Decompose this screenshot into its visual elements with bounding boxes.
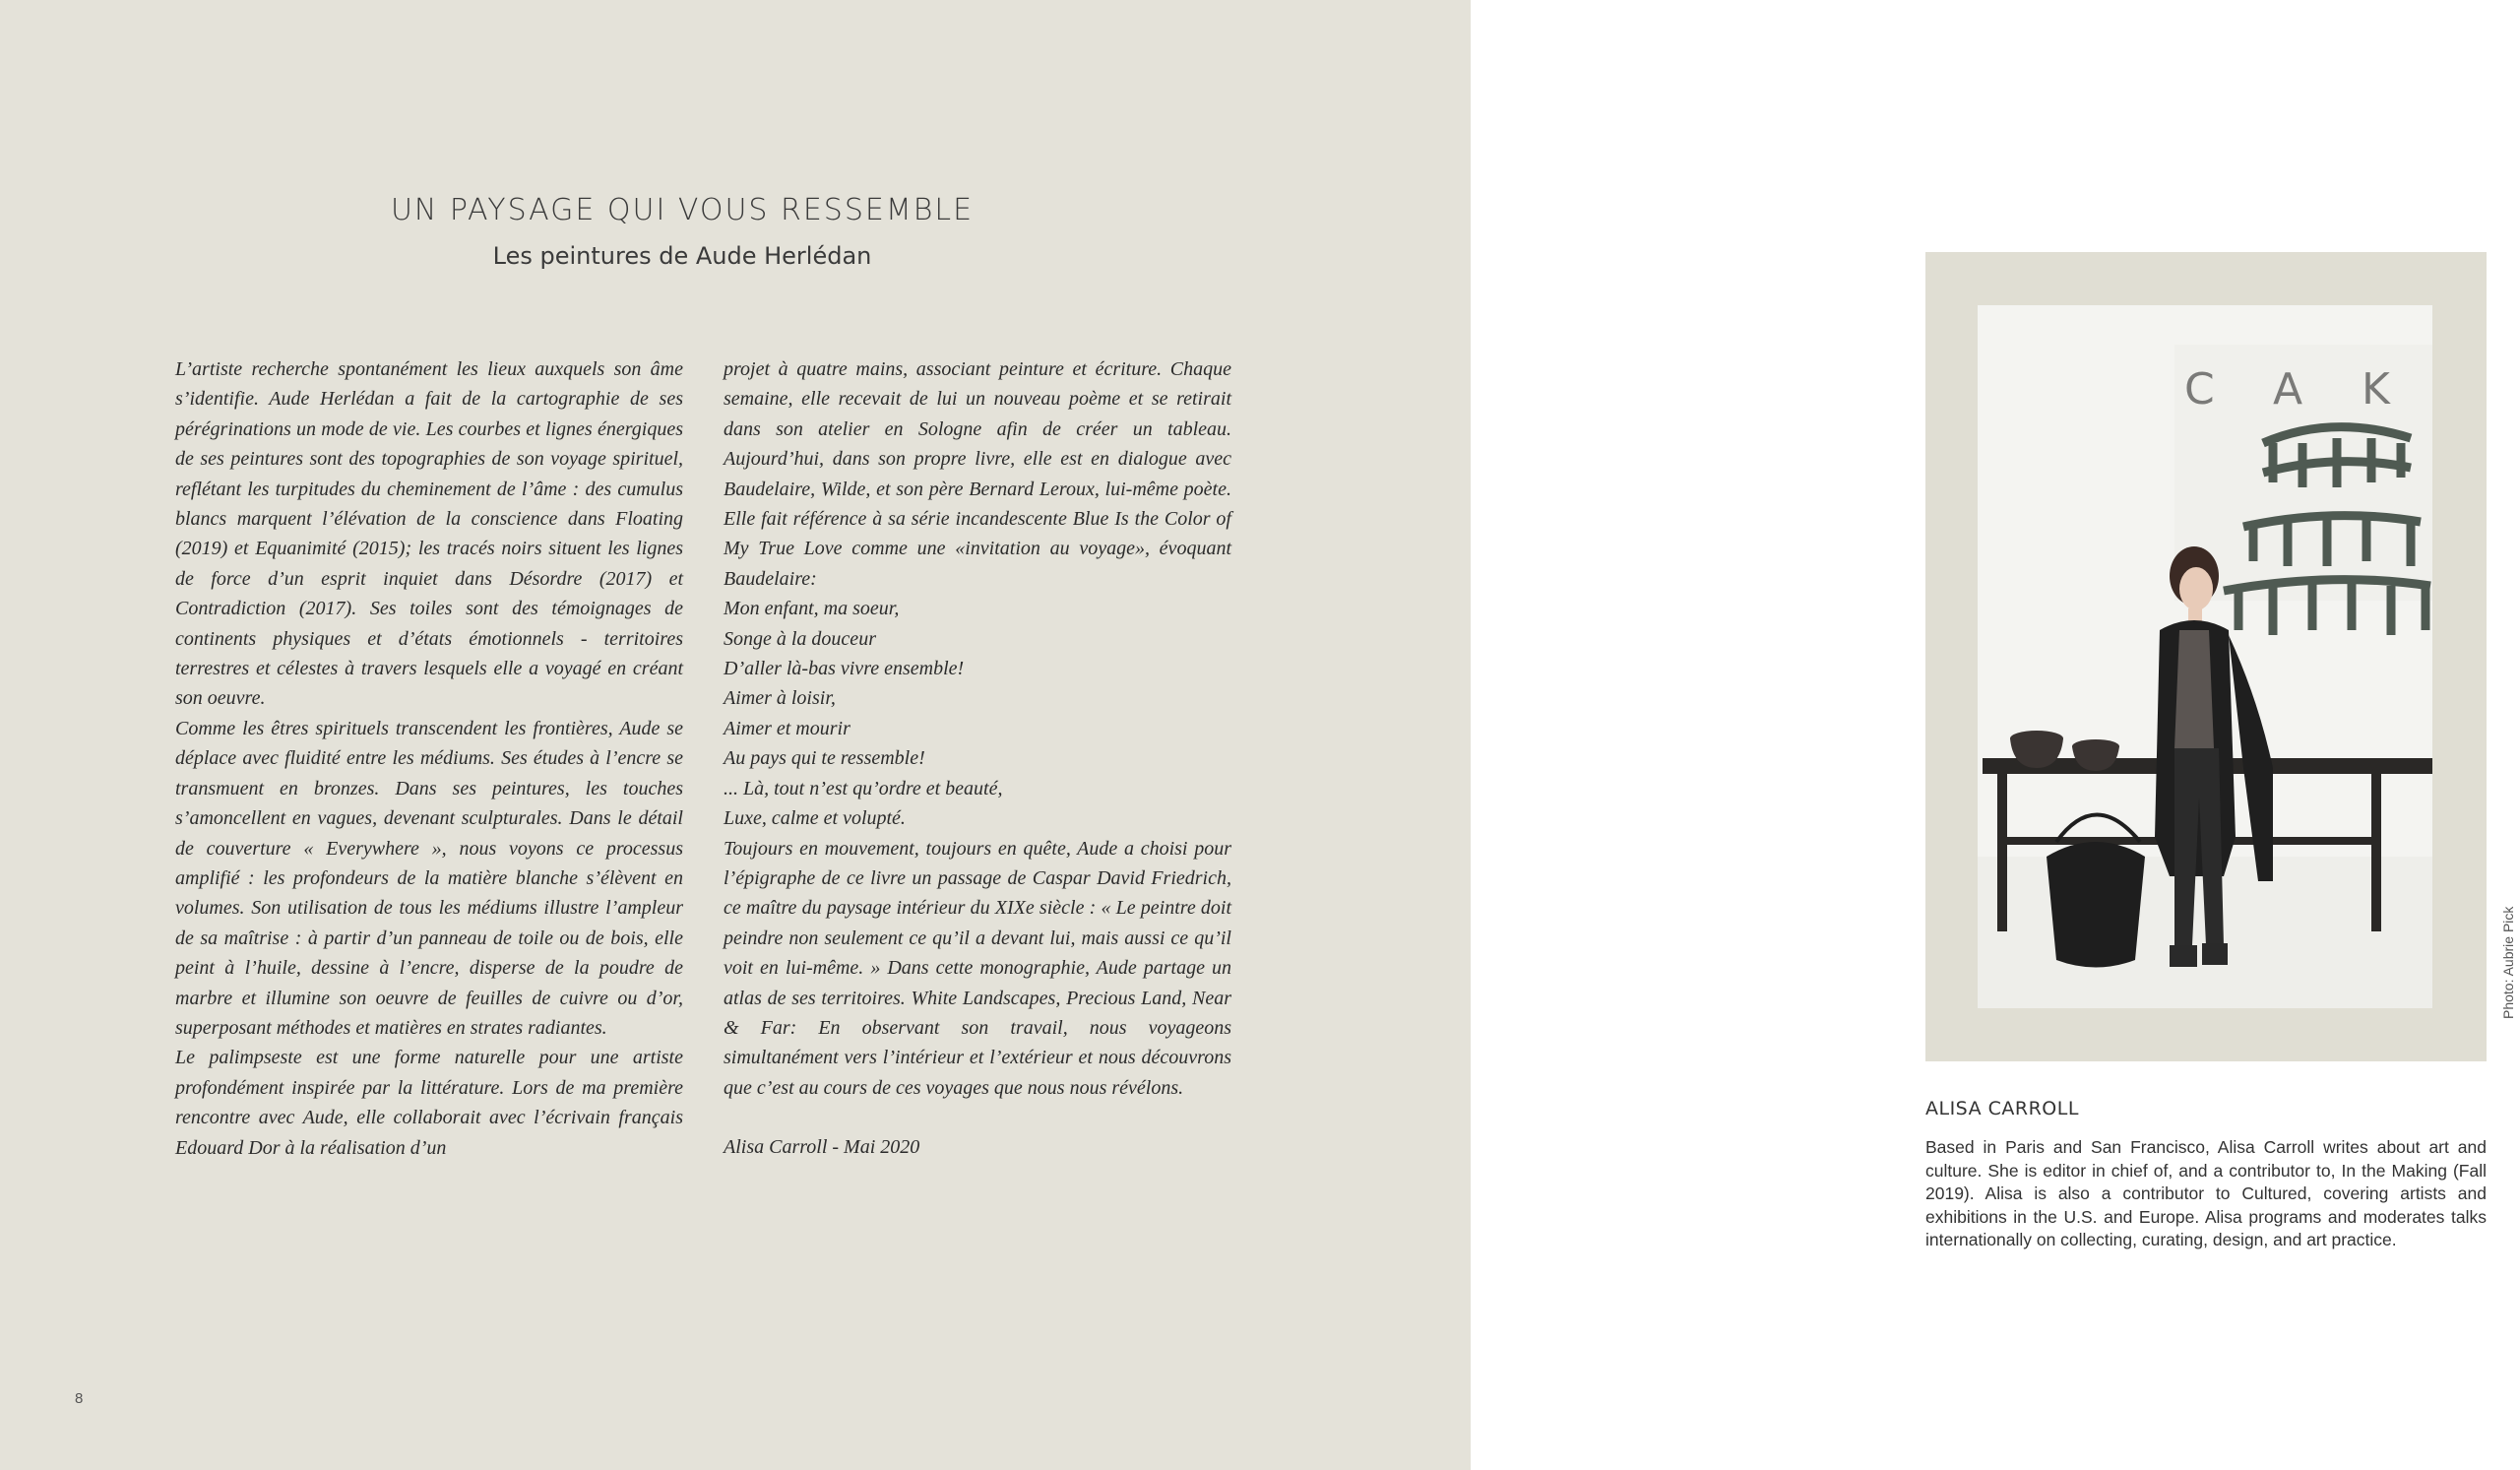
article-title: UN PAYSAGE QUI VOUS RESSEMBLE: [390, 193, 975, 227]
poem: [724, 594, 1231, 833]
author-name: ALISA CARROLL: [1925, 1098, 2079, 1119]
svg-text:K: K: [2362, 364, 2390, 415]
text-column-2: [724, 354, 1231, 1163]
poem-line: Aimer et mourir: [724, 717, 850, 739]
portrait-photo: [1978, 305, 2432, 1008]
paragraph: projet à quatre mains, associant peinture et écriture. Chaque semaine, elle recevait de lui un nouveau poème et se retirait dans son atelier en Sologne afin de créer un tableau. Aujourd’hui, dans son propre livre, elle est en dialogue avec Baudelaire, Wilde, et son père Bernard Leroux, lui-même poète. Elle fait référence à sa série incandescente Blue Is the Color of My True Love comme une «invitation au voyage», évoquant Baudelaire:: [724, 358, 1231, 590]
author-bio: Based in Paris and San Francisco, Alisa Carroll writes about art and culture. She is editor in chief of, and a contributor to, In the Making (Fall 2019). Alisa is also a contributor to Cultured, covering artists and exhibitions in the U.S. and Europe. Alisa programs and moderates talks internationally on collecting, curating, design, and art practice.: [1925, 1137, 2487, 1249]
poem-line: D’aller là-bas vivre ensemble!: [724, 658, 965, 680]
signature: Alisa Carroll - Mai 2020: [724, 1136, 920, 1159]
poem-line: Aimer à loisir,: [724, 687, 836, 710]
paragraph: Toujours en mouvement, toujours en quête, Aude a choisi pour l’épigraphe de ce livre un passage de Caspar David Friedrich, ce maître du paysage intérieur du XIXe siècle : « Le peintre doit peindre non seulement ce qu’il a devant lui, mais aussi ce qu’il voit en lui-même. » Dans cette monographie, Aude partage un atlas de ses territoires. White Landscapes, Precious Land, Near & Far: En observant son travail, nous voyageons simultanément vers l’intérieur et l’extérieur et nous découvrons que c’est au cours de ces voyages que nous nous révélons.: [724, 837, 1231, 1099]
paragraph: Comme les êtres spirituels transcendent les frontières, Aude se déplace avec fluidité entre les médiums. Ses études à l’encre se transmuent en bronzes. Dans ses peintures, les touches s’amoncellent en vagues, devenant sculpturales. Dans le détail de couverture « Everywhere », nous voyons ce processus amplifié : les profondeurs de la matière blanche s’élèvent en volumes. Son utilisation de tous les médiums illustre l’ampleur de sa maîtrise : à partir d’un panneau de toile ou de bois, elle peint à l’huile, dessine à l’encre, disperse de la poudre de marbre et illumine son oeuvre de feuilles de cuivre ou d’or, superposant méthodes et matières en strates radiantes.: [175, 717, 683, 1039]
svg-text:C: C: [2184, 364, 2215, 415]
article-subtitle: Les peintures de Aude Herlédan: [492, 242, 872, 270]
poem-line: Luxe, calme et volupté.: [724, 807, 906, 830]
text-column-1: [175, 354, 683, 1163]
svg-text:A: A: [2273, 364, 2303, 415]
poem-line: ... Là, tout n’est qu’ordre et beauté,: [724, 777, 1003, 799]
paragraph: Le palimpseste est une forme naturelle pour une artiste profondément inspirée par la littérature. Lors de ma première rencontre avec Aude, elle collaborait avec l’écrivain français Edouard Dor à la réalisation d’un: [175, 1047, 683, 1159]
poem-line: Songe à la douceur: [724, 627, 876, 650]
page-number: 8: [75, 1390, 84, 1407]
photo-credit: Photo: Aubrie Pick: [2500, 906, 2516, 1019]
poem-line: Au pays qui te ressemble!: [724, 747, 925, 770]
paragraph: L’artiste recherche spontanément les lieux auxquels son âme s’identifie. Aude Herlédan a fait de la cartographie de ses pérégrinations un mode de vie. Les courbes et lignes énergiques de ses peintures sont des topographies de son voyage spirituel, reflétant les turpitudes du cheminement de l’âme : des cumulus blancs marquent l’élévation de la conscience dans Floating (2019) et Equanimité (2015); les tracés noirs situent les lignes de force d’un esprit inquiet dans Désordre (2017) et Contradiction (2017). Ses toiles sont des témoignages de continents physiques et d’états émotionnels - territoires terrestres et célestes à travers lesquels elle a voyagé en créant son oeuvre.: [175, 358, 683, 710]
poem-line: Mon enfant, ma soeur,: [724, 598, 900, 620]
